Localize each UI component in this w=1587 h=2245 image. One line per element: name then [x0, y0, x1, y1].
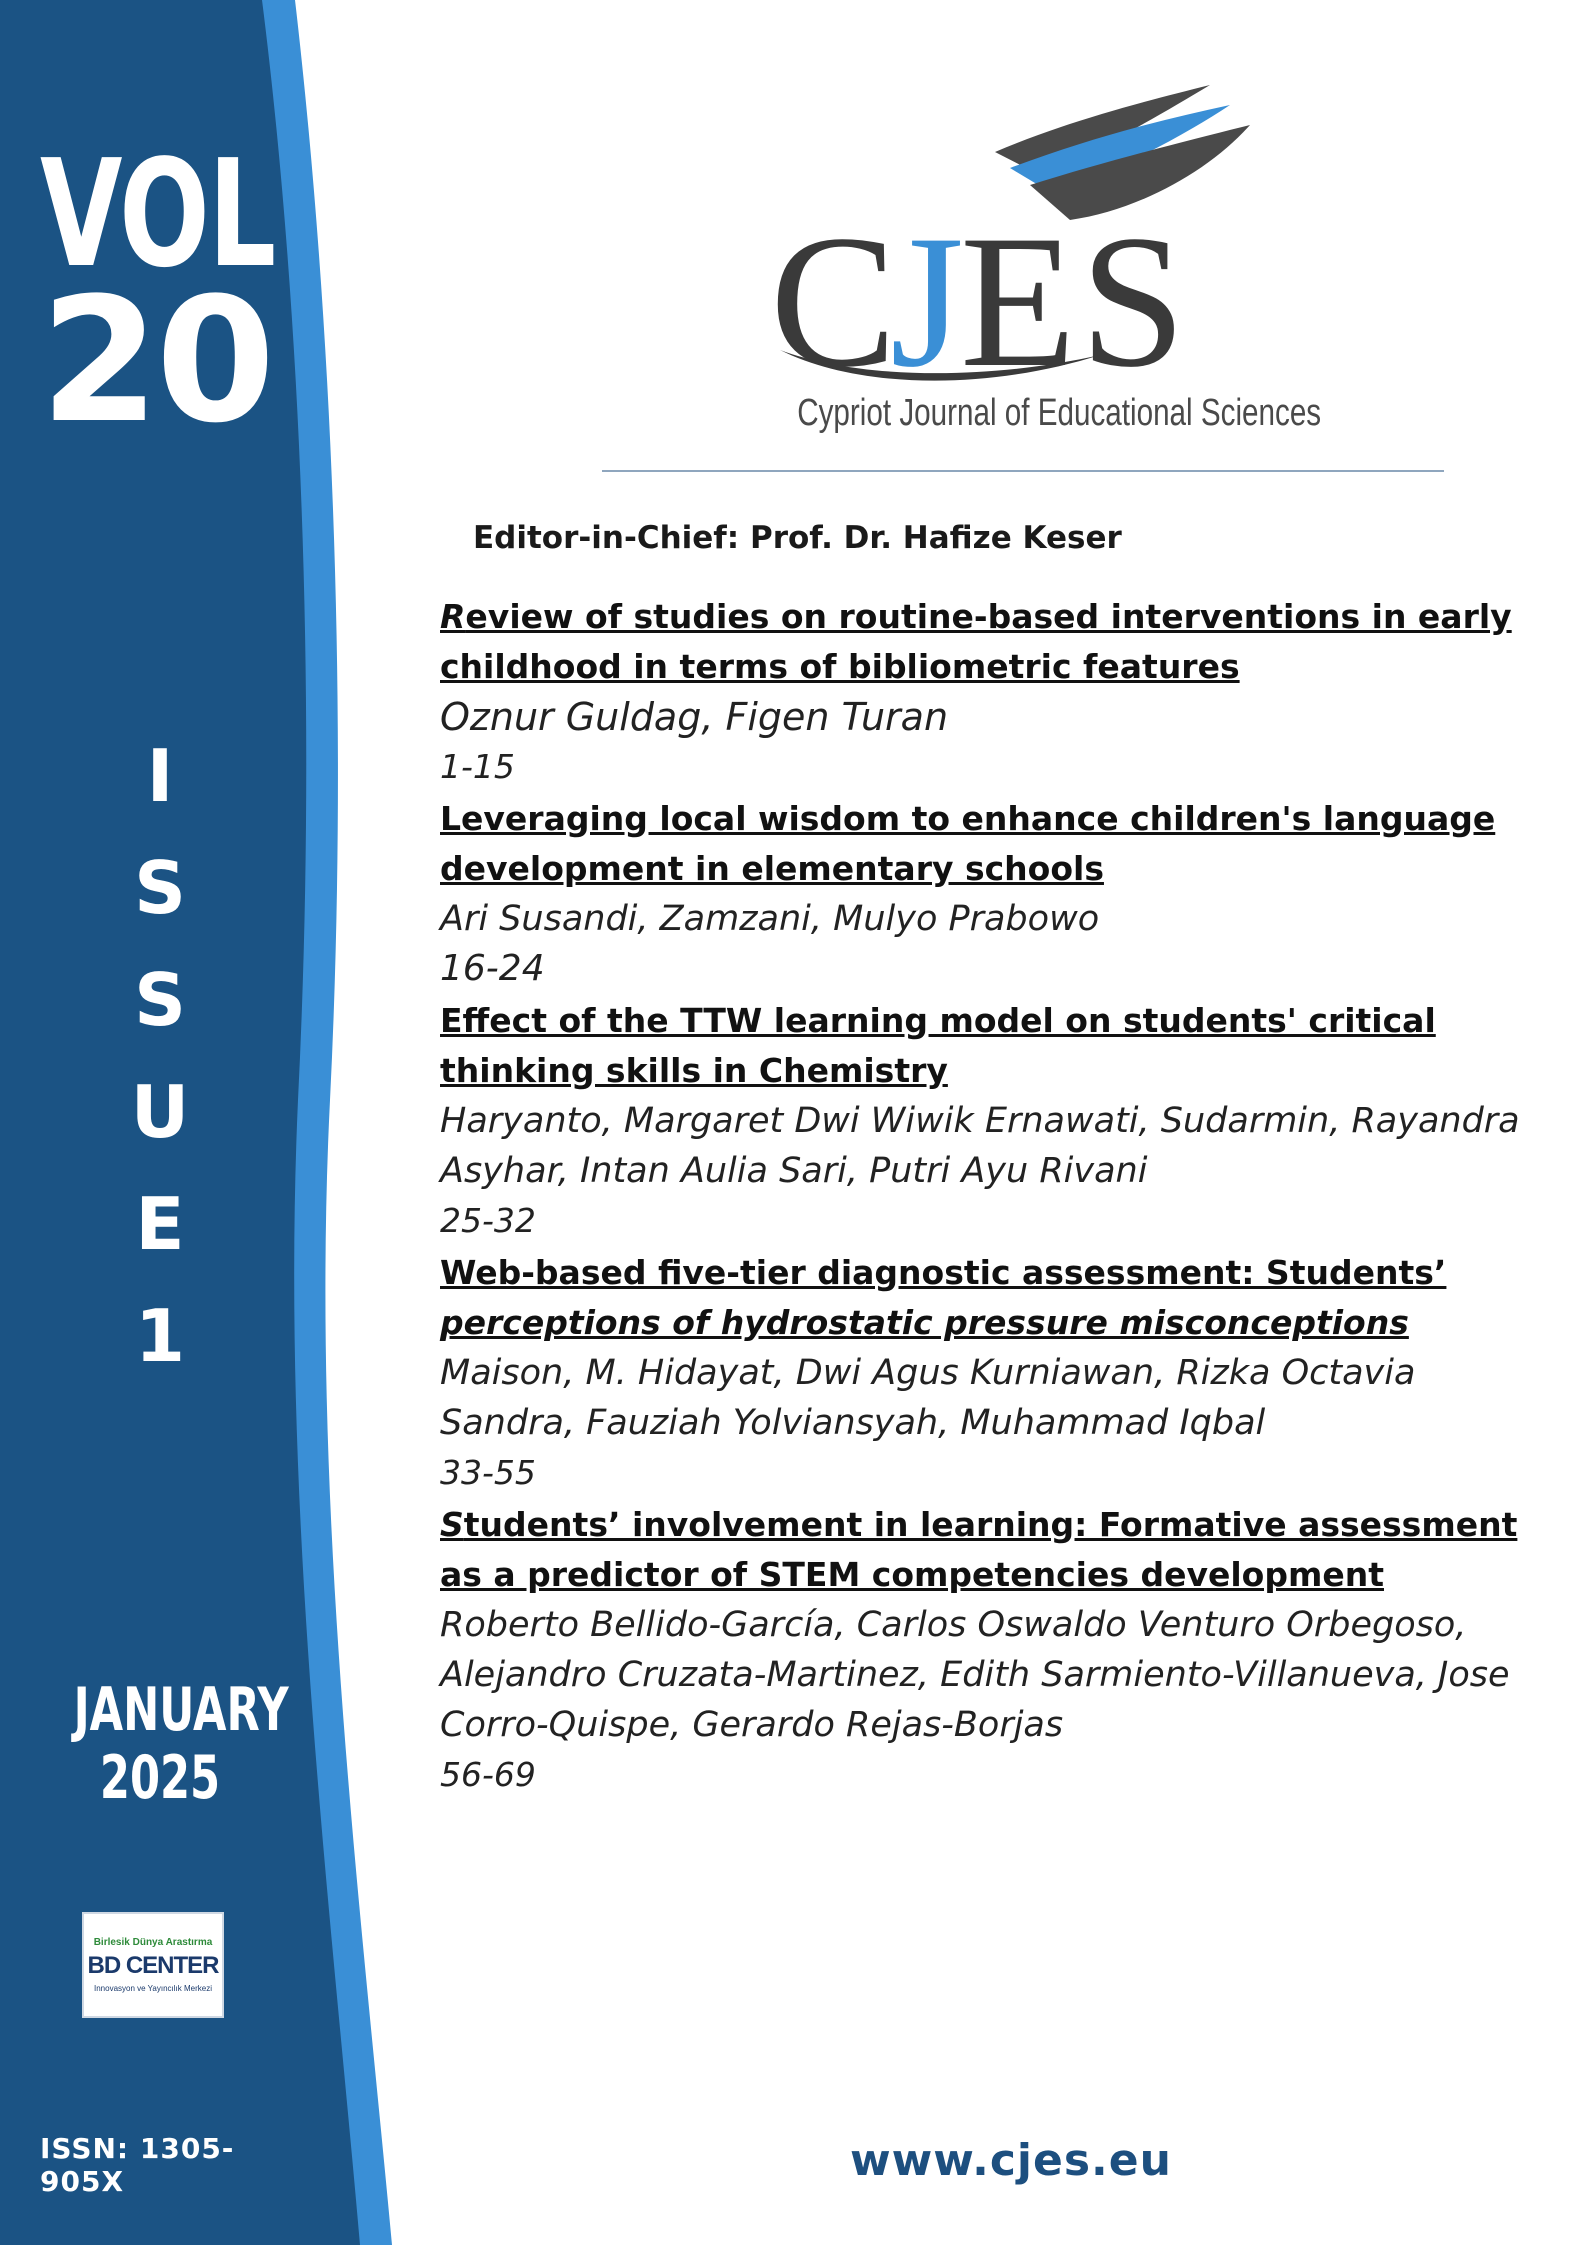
issue-label: [105, 720, 215, 1392]
article-title[interactable]: [440, 1248, 1550, 1348]
logo-letter-c: C: [770, 197, 897, 407]
publisher-brand: BD CENTER: [87, 1952, 219, 1979]
title-initial: R: [440, 597, 466, 636]
issue-year: 2025: [99, 1743, 221, 1813]
article-pages: 33-55: [440, 1453, 536, 1492]
article-authors: Ari Susandi, Zamzani, Mulyo Prabowo: [440, 899, 1100, 939]
issue-number: 1: [134, 1294, 186, 1378]
issue-letter: E: [135, 1182, 185, 1266]
title-text: tudents’ involvement in learning: Formative assessment as a predictor of STEM competencies development: [440, 1505, 1518, 1594]
article-pages: 16-24: [440, 948, 545, 989]
header-divider: [602, 470, 1444, 472]
issue-letter: S: [134, 846, 186, 930]
article-authors: Maison, M. Hidayat, Dwi Agus Kurniawan, Rizka Octavia Sandra, Fauziah Yolviansyah, Muhammad Iqbal: [440, 1353, 1416, 1443]
article-authors: Haryanto, Margaret Dwi Wiwik Ernawati, Sudarmin, Rayandra Asyhar, Intan Aulia Sari, Putri Ayu Rivani: [440, 1101, 1520, 1191]
article-title[interactable]: Effect of the TTW learning model on students' critical thinking skills in Chemistry: [440, 1001, 1436, 1090]
logo-letter-s: S: [1080, 197, 1186, 407]
issue-month: JANUARY: [73, 1675, 289, 1745]
article-authors: Roberto Bellido-García, Carlos Oswaldo Venturo Orbegoso, Alejandro Cruzata-Martinez, Edith Sarmiento-Villanueva, Jose Corro-Quispe, Gerardo Rejas-Borjas: [440, 1605, 1510, 1745]
publisher-logo: [82, 1912, 224, 2018]
title-text: eview of studies on routine-based interventions in early childhood in terms of bibliometric features: [440, 597, 1512, 686]
article-entry: [440, 592, 1550, 792]
issn-label: ISSN: 1305-905X: [40, 2132, 235, 2198]
publisher-subtitle: Innovasyon ve Yayıncılık Merkezi: [94, 1984, 212, 1993]
title-text-italic: perceptions of hydrostatic pressure misconceptions: [440, 1303, 1409, 1342]
issue-letter: U: [130, 1070, 190, 1154]
article-title[interactable]: Leveraging local wisdom to enhance children's language development in elementary schools: [440, 799, 1496, 888]
article-entry: [440, 1500, 1550, 1800]
article-pages: 25-32: [440, 1201, 536, 1240]
article-entry: [440, 1248, 1550, 1498]
logo-letter-j: J: [890, 197, 964, 407]
volume-number: 20: [40, 260, 272, 461]
article-entry: [440, 996, 1550, 1246]
title-text: Web-based five-tier diagnostic assessment: Students’: [440, 1253, 1447, 1292]
article-pages: 56-69: [440, 1755, 536, 1794]
issue-letter: I: [146, 734, 174, 818]
logo-letter-e: E: [960, 197, 1077, 407]
journal-name: Cypriot Journal of Educational Sciences: [797, 392, 1322, 434]
article-authors: Oznur Guldag, Figen Turan: [440, 695, 949, 739]
issue-letter: S: [134, 958, 186, 1042]
publisher-name-line: Birlesik Dünya Arastırma: [93, 1937, 213, 1948]
title-initial: S: [440, 1505, 464, 1544]
volume-label: VOL: [40, 128, 275, 300]
article-entry: [440, 794, 1550, 994]
article-pages: 1-15: [440, 747, 515, 786]
article-title[interactable]: [440, 1500, 1550, 1600]
website-link[interactable]: www.cjes.eu: [850, 2135, 1172, 2186]
table-of-contents: [440, 592, 1550, 1802]
article-title[interactable]: [440, 592, 1550, 692]
editor-in-chief: Editor-in-Chief: Prof. Dr. Hafize Keser: [473, 520, 1122, 556]
